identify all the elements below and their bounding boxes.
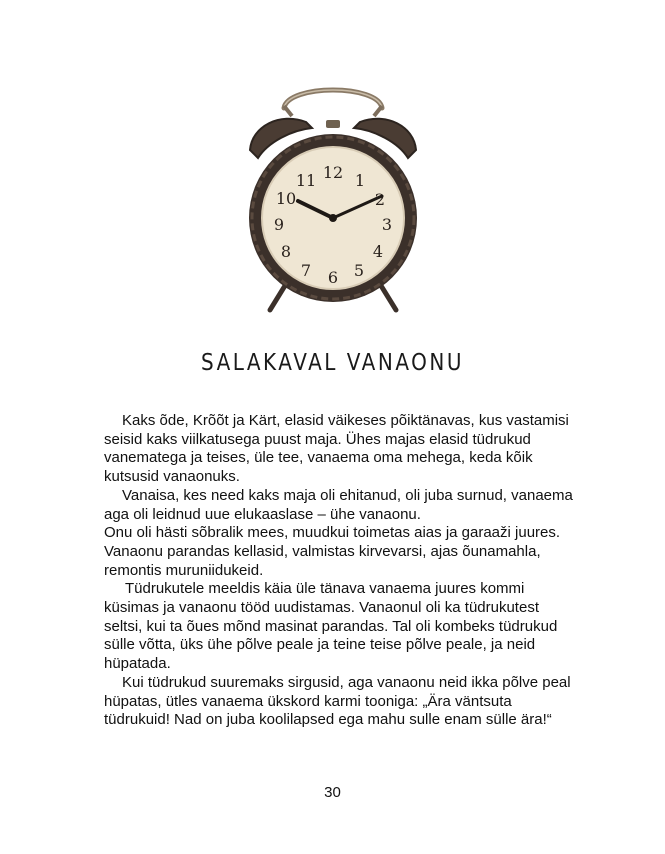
paragraph-3: Onu oli hästi sõbralik mees, muudkui toimetas aias ja garaaži juures. Vanaonu parandas kellasid, valmistas kirvevarsi, ajas õunamahla, remontis muruniidukeid. bbox=[104, 524, 561, 579]
numeral-11: 11 bbox=[295, 171, 317, 190]
numeral-9: 9 bbox=[273, 215, 285, 234]
alarm-clock-icon bbox=[222, 78, 444, 318]
numeral-7: 7 bbox=[300, 261, 312, 280]
story-body bbox=[104, 412, 574, 730]
numeral-5: 5 bbox=[353, 261, 365, 280]
paragraph-5: Kui tüdrukud suuremaks sirgusid, aga vanaonu neid ikka põlve peal hüpatas, ütles vanaema ükskord karmi tooniga: „Ära väntsuta tüdrukuid! Nad on juba koolilapsed ega mahu sulle enam sülle ära!“ bbox=[104, 673, 571, 729]
right-leg bbox=[380, 284, 396, 310]
clock-handle bbox=[284, 90, 382, 108]
page-number: 30 bbox=[324, 784, 341, 801]
paragraph-2: Vanaisa, kes need kaks maja oli ehitanud, oli juba surnud, vanaema aga oli leidnud uue elukaaslase – ühe vanaonu. bbox=[104, 486, 573, 523]
numeral-8: 8 bbox=[280, 242, 292, 261]
numeral-12: 12 bbox=[322, 163, 344, 182]
numeral-10: 10 bbox=[275, 189, 297, 208]
numeral-1: 1 bbox=[354, 171, 366, 190]
left-leg bbox=[270, 284, 286, 310]
numeral-4: 4 bbox=[372, 242, 384, 261]
numeral-2: 2 bbox=[374, 190, 386, 209]
story-title: SALAKAVAL VANAONU bbox=[201, 348, 464, 376]
numeral-3: 3 bbox=[381, 215, 393, 234]
numeral-6: 6 bbox=[327, 268, 339, 287]
alarm-clock-illustration bbox=[222, 78, 444, 318]
paragraph-4: Tüdrukutele meeldis käia üle tänava vanaema juures kommi küsimas ja vanaonu tööd uudistamas. Vanaonul oli ka tüdrukutest seltsi, kui ta õues mõnd masinat parandas. Tal oli kombeks tüdrukud sülle võtta, üks ühe põlve peale ja teine teise põlve peale, ja neid hüpatada. bbox=[104, 580, 558, 673]
paragraph-1: Kaks õde, Krõõt ja Kärt, elasid väikeses põiktänavas, kus vastamisi seisid kaks viilkatusega puust maja. Ühes majas elasid tüdrukud vanematega ja teises, üle tee, vanaema oma mehega, keda kõik kutsusid vanaonuks. bbox=[104, 412, 569, 486]
